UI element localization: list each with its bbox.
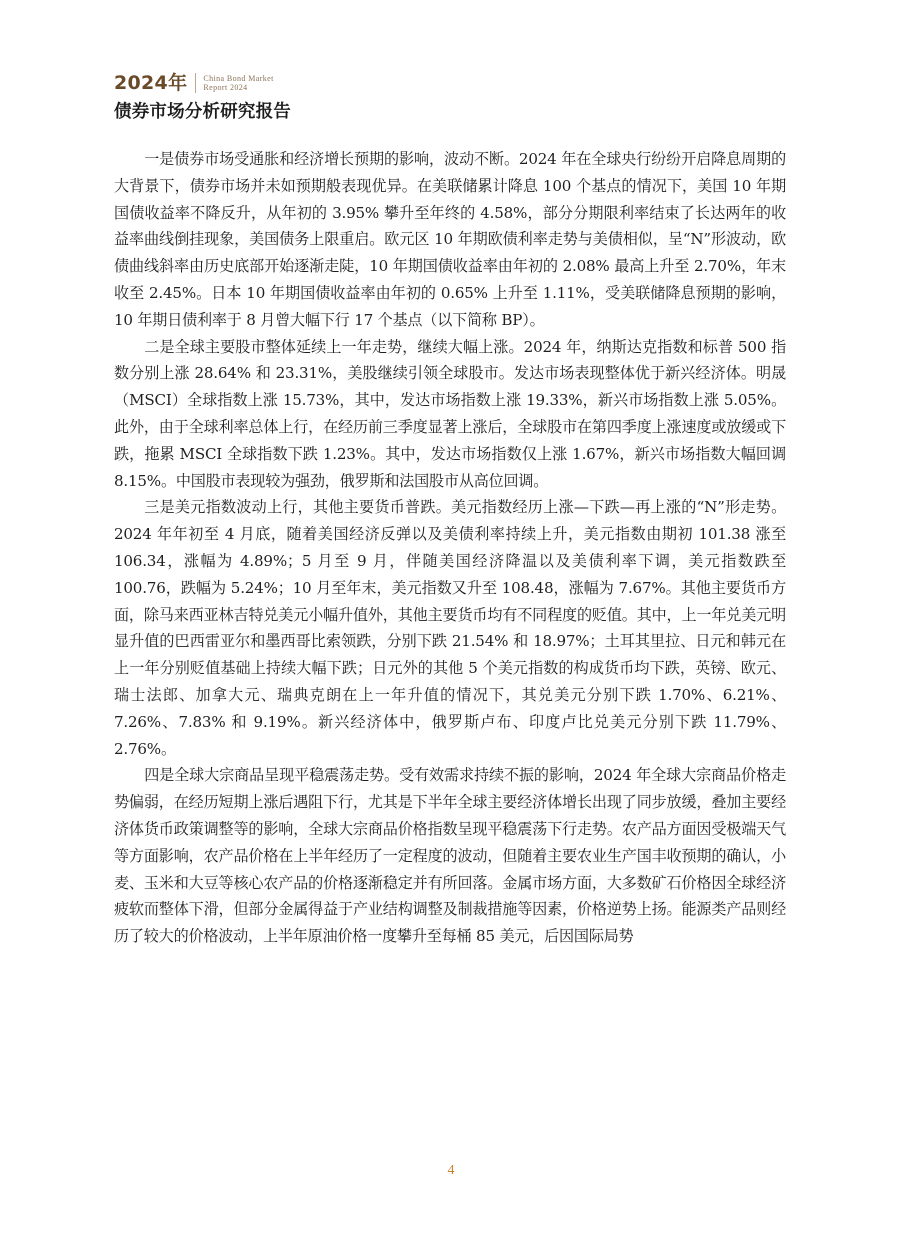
report-subtitle-en (203, 74, 273, 92)
paragraph-commodities: 四是全球大宗商品呈现平稳震荡走势。受有效需求持续不振的影响，2024 年全球大宗商品价格走势偏弱，在经历短期上涨后遇阻下行，尤其是下半年全球主要经济体增长出现了同步放缓，叠加主要经济体货币政策调整等的影响，全球大宗商品价格指数呈现平稳震荡下行走势。农产品方面因受极端天气等方面影响，农产品价格在上半年经历了一定程度的波动，但随着主要农业生产国丰收预期的确认，小麦、玉米和大豆等核心农产品的价格逐渐稳定并有所回落。金属市场方面，大多数矿石价格因全球经济疲软而整体下滑，但部分金属得益于产业结构调整及制裁措施等因素，价格逆势上扬。能源类产品则经历了较大的价格波动，上半年原油价格一度攀升至每桶 85 美元，后因国际局势 (114, 766, 786, 946)
paragraph-dollar-index: 三是美元指数波动上行，其他主要货币普跌。美元指数经历上涨—下跌—再上涨的“N”形走势。2024 年年初至 4 月底，随着美国经济反弹以及美债利率持续上升，美元指数由期初 101.38 涨至 106.34，涨幅为 4.89%；5 月至 9 月，伴随美国经济降温以及美债利率下调，美元指数跌至 100.76，跌幅为 5.24%；10 月至年末，美元指数又升至 108.48，涨幅为 7.67%。其他主要货币方面，除马来西亚林吉特兑美元小幅升值外，其他主要货币均有不同程度的贬值。其中，上一年兑美元明显升值的巴西雷亚尔和墨西哥比索领跌，分别下跌 21.54% 和 18.97%；土耳其里拉、日元和韩元在上一年分别贬值基础上持续大幅下跌；日元外的其他 5 个美元指数的构成货币均下跌，英镑、欧元、瑞士法郎、加拿大元、瑞典克朗在上一年升值的情况下，其兑美元分别下跌 1.70%、6.21%、7.26%、7.83% 和 9.19%。新兴经济体中，俄罗斯卢布、印度卢比兑美元分别下跌 11.79%、2.76%。 (114, 498, 786, 758)
subtitle-en-line2: Report 2024 (203, 83, 248, 92)
paragraph-stock-market: 二是全球主要股市整体延续上一年走势，继续大幅上涨。2024 年，纳斯达克指数和标普 500 指数分别上涨 28.64% 和 23.31%，美股继续引领全球股市。发达市场表现整体优于新兴经济体。明晟（MSCI）全球指数上涨 15.73%，其中，发达市场指数上涨 19.33%，新兴市场指数上涨 5.05%。此外，由于全球利率总体上行，在经历前三季度显著上涨后，全球股市在第四季度上涨速度或放缓或下跌，拖累 MSCI 全球指数下跌 1.23%。其中，发达市场指数仅上涨 1.67%，新兴市场指数大幅回调 8.15%。中国股市表现较为强劲，俄罗斯和法国股市从高位回调。 (114, 337, 786, 490)
report-year: 2024年 (114, 72, 188, 94)
paragraph-bond-market: 一是债券市场受通胀和经济增长预期的影响，波动不断。2024 年在全球央行纷纷开启降息周期的大背景下，债券市场并未如预期般表现优异。在美联储累计降息 100 个基点的情况下，美国 10 年期国债收益率不降反升，从年初的 3.95% 攀升至年终的 4.58%，部分分期限利率结束了长达两年的收益率曲线倒挂现象，美国债务上限重启。欧元区 10 年期欧债利率走势与美债相似，呈“N”形波动，欧债曲线斜率由历史底部开始逐渐走陡，10 年期国债收益率由年初的 2.08% 最高上升至 2.70%，年末收至 2.45%。日本 10 年期国债收益率由年初的 0.65% 上升至 1.11%，受美联储降息预期的影响，10 年期日债利率于 8 月曾大幅下行 17 个基点（以下简称 BP）。 (114, 150, 786, 329)
header-divider (195, 73, 196, 93)
report-title: 债券市场分析研究报告 (114, 102, 291, 122)
subtitle-en-line1: China Bond Market (203, 74, 274, 83)
header-year-row (114, 70, 794, 96)
body-text (114, 146, 786, 950)
report-header (114, 70, 794, 123)
page-number: 4 (447, 1163, 455, 1178)
